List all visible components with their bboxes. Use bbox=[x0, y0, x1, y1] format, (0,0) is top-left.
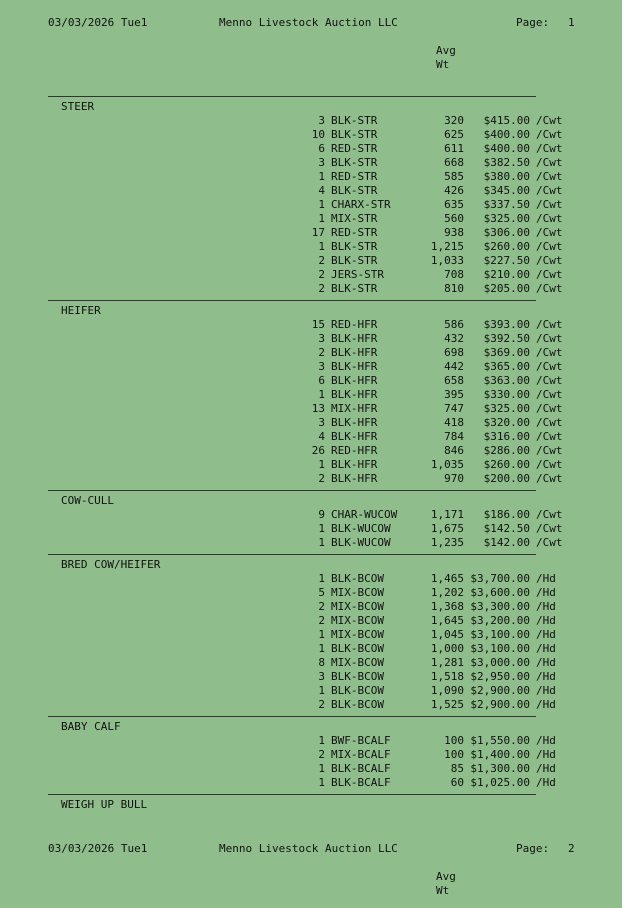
section-title: HEIFER bbox=[61, 304, 101, 317]
section-divider bbox=[48, 300, 536, 301]
price: $1,025.00 bbox=[470, 776, 530, 789]
description: BLK-STR bbox=[331, 114, 378, 127]
price-unit: /Cwt bbox=[536, 402, 563, 415]
section-title: BABY CALF bbox=[61, 720, 121, 733]
table-row bbox=[0, 776, 622, 790]
table-row bbox=[0, 614, 622, 628]
avg-weight: 100 bbox=[444, 734, 464, 747]
head-count: 1 bbox=[318, 388, 325, 401]
price-unit: /Cwt bbox=[536, 388, 563, 401]
avg-weight: 1,645 bbox=[430, 614, 464, 627]
price: $363.00 bbox=[483, 374, 530, 387]
head-count: 26 bbox=[311, 444, 325, 457]
price-unit: /Cwt bbox=[536, 416, 563, 429]
table-row bbox=[0, 628, 622, 642]
table-row bbox=[0, 670, 622, 684]
price: $365.00 bbox=[483, 360, 530, 373]
description: MIX-HFR bbox=[331, 402, 378, 415]
avg-weight: 1,000 bbox=[430, 642, 464, 655]
avg-weight: 1,525 bbox=[430, 698, 464, 711]
head-count: 1 bbox=[318, 734, 325, 747]
table-row bbox=[0, 128, 622, 142]
price-unit: /Hd bbox=[536, 670, 556, 683]
price-unit: /Cwt bbox=[536, 536, 563, 549]
table-row bbox=[0, 458, 622, 472]
table-row bbox=[0, 600, 622, 614]
table-row bbox=[0, 114, 622, 128]
avg-weight: 1,033 bbox=[430, 254, 464, 267]
avg-weight: 611 bbox=[444, 142, 464, 155]
avg-weight: 1,368 bbox=[430, 600, 464, 613]
head-count: 2 bbox=[318, 698, 325, 711]
head-count: 1 bbox=[318, 776, 325, 789]
description: MIX-BCALF bbox=[331, 748, 391, 761]
price: $320.00 bbox=[483, 416, 530, 429]
head-count: 3 bbox=[318, 114, 325, 127]
price: $306.00 bbox=[483, 226, 530, 239]
head-count: 9 bbox=[318, 508, 325, 521]
price-unit: /Hd bbox=[536, 776, 556, 789]
table-row bbox=[0, 734, 622, 748]
table-row bbox=[0, 762, 622, 776]
description: BLK-HFR bbox=[331, 458, 378, 471]
description: BLK-BCALF bbox=[331, 776, 391, 789]
page-number: 1 bbox=[568, 16, 575, 29]
head-count: 15 bbox=[311, 318, 325, 331]
table-row bbox=[0, 226, 622, 240]
price-unit: /Cwt bbox=[536, 332, 563, 345]
description: MIX-BCOW bbox=[331, 586, 384, 599]
section-title: WEIGH UP BULL bbox=[61, 798, 148, 811]
description: BLK-WUCOW bbox=[331, 536, 391, 549]
price: $337.50 bbox=[483, 198, 530, 211]
price-unit: /Cwt bbox=[536, 114, 563, 127]
table-row bbox=[0, 346, 622, 360]
price-unit: /Hd bbox=[536, 628, 556, 641]
table-row bbox=[0, 416, 622, 430]
price: $325.00 bbox=[483, 212, 530, 225]
price: $400.00 bbox=[483, 142, 530, 155]
description: MIX-BCOW bbox=[331, 614, 384, 627]
table-row bbox=[0, 698, 622, 712]
head-count: 2 bbox=[318, 748, 325, 761]
price: $205.00 bbox=[483, 282, 530, 295]
price-unit: /Cwt bbox=[536, 360, 563, 373]
head-count: 10 bbox=[311, 128, 325, 141]
avg-weight: 1,215 bbox=[430, 240, 464, 253]
avg-weight: 846 bbox=[444, 444, 464, 457]
price-unit: /Cwt bbox=[536, 268, 563, 281]
section-title: COW-CULL bbox=[61, 494, 114, 507]
table-row bbox=[0, 268, 622, 282]
avg-weight: 747 bbox=[444, 402, 464, 415]
description: BLK-STR bbox=[331, 128, 378, 141]
price: $286.00 bbox=[483, 444, 530, 457]
description: MIX-BCOW bbox=[331, 656, 384, 669]
avg-weight: 1,202 bbox=[430, 586, 464, 599]
avg-weight: 1,090 bbox=[430, 684, 464, 697]
description: BLK-HFR bbox=[331, 430, 378, 443]
description: JERS-STR bbox=[331, 268, 384, 281]
description: RED-STR bbox=[331, 170, 378, 183]
page-number-page2: 2 bbox=[568, 842, 575, 855]
price-unit: /Cwt bbox=[536, 318, 563, 331]
price: $3,600.00 bbox=[470, 586, 530, 599]
table-row bbox=[0, 388, 622, 402]
head-count: 1 bbox=[318, 522, 325, 535]
price: $330.00 bbox=[483, 388, 530, 401]
table-row bbox=[0, 282, 622, 296]
price-unit: /Cwt bbox=[536, 374, 563, 387]
head-count: 3 bbox=[318, 332, 325, 345]
description: BWF-BCALF bbox=[331, 734, 391, 747]
price: $210.00 bbox=[483, 268, 530, 281]
table-row bbox=[0, 430, 622, 444]
avg-weight: 1,035 bbox=[430, 458, 464, 471]
description: BLK-HFR bbox=[331, 374, 378, 387]
description: BLK-HFR bbox=[331, 346, 378, 359]
avg-weight: 635 bbox=[444, 198, 464, 211]
table-row bbox=[0, 642, 622, 656]
description: BLK-STR bbox=[331, 240, 378, 253]
avg-weight: 810 bbox=[444, 282, 464, 295]
avg-weight: 585 bbox=[444, 170, 464, 183]
head-count: 6 bbox=[318, 374, 325, 387]
avg-weight: 426 bbox=[444, 184, 464, 197]
head-count: 3 bbox=[318, 156, 325, 169]
avg-weight: 658 bbox=[444, 374, 464, 387]
price-unit: /Hd bbox=[536, 600, 556, 613]
price-unit: /Cwt bbox=[536, 254, 563, 267]
table-row bbox=[0, 572, 622, 586]
table-row bbox=[0, 748, 622, 762]
avg-weight: 560 bbox=[444, 212, 464, 225]
head-count: 1 bbox=[318, 212, 325, 225]
head-count: 1 bbox=[318, 458, 325, 471]
head-count: 17 bbox=[311, 226, 325, 239]
table-row bbox=[0, 170, 622, 184]
price-unit: /Hd bbox=[536, 698, 556, 711]
description: BLK-BCOW bbox=[331, 572, 384, 585]
table-row bbox=[0, 254, 622, 268]
head-count: 1 bbox=[318, 536, 325, 549]
column-header-avg: Avg bbox=[436, 44, 456, 57]
price-unit: /Cwt bbox=[536, 522, 563, 535]
description: BLK-WUCOW bbox=[331, 522, 391, 535]
price: $3,000.00 bbox=[470, 656, 530, 669]
price: $382.50 bbox=[483, 156, 530, 169]
avg-weight: 970 bbox=[444, 472, 464, 485]
description: CHAR-WUCOW bbox=[331, 508, 398, 521]
table-row bbox=[0, 198, 622, 212]
table-row bbox=[0, 656, 622, 670]
price: $3,100.00 bbox=[470, 628, 530, 641]
description: BLK-STR bbox=[331, 184, 378, 197]
avg-weight: 395 bbox=[444, 388, 464, 401]
head-count: 1 bbox=[318, 170, 325, 183]
price-unit: /Hd bbox=[536, 762, 556, 775]
price-unit: /Cwt bbox=[536, 444, 563, 457]
price: $186.00 bbox=[483, 508, 530, 521]
avg-weight: 1,281 bbox=[430, 656, 464, 669]
price-unit: /Cwt bbox=[536, 430, 563, 443]
price: $1,400.00 bbox=[470, 748, 530, 761]
price-unit: /Hd bbox=[536, 586, 556, 599]
description: BLK-BCOW bbox=[331, 698, 384, 711]
head-count: 1 bbox=[318, 684, 325, 697]
column-header-avg-page2: Avg bbox=[436, 870, 456, 883]
section-divider bbox=[48, 490, 536, 491]
description: RED-HFR bbox=[331, 444, 378, 457]
avg-weight: 1,171 bbox=[430, 508, 464, 521]
description: MIX-BCOW bbox=[331, 628, 384, 641]
avg-weight: 1,045 bbox=[430, 628, 464, 641]
company-name: Menno Livestock Auction LLC bbox=[219, 16, 398, 29]
price: $400.00 bbox=[483, 128, 530, 141]
price: $380.00 bbox=[483, 170, 530, 183]
price: $3,100.00 bbox=[470, 642, 530, 655]
price-unit: /Hd bbox=[536, 734, 556, 747]
description: BLK-STR bbox=[331, 282, 378, 295]
price: $2,900.00 bbox=[470, 698, 530, 711]
price-unit: /Cwt bbox=[536, 198, 563, 211]
price: $2,950.00 bbox=[470, 670, 530, 683]
head-count: 1 bbox=[318, 198, 325, 211]
table-row bbox=[0, 374, 622, 388]
description: MIX-STR bbox=[331, 212, 378, 225]
head-count: 8 bbox=[318, 656, 325, 669]
table-row bbox=[0, 156, 622, 170]
price: $415.00 bbox=[483, 114, 530, 127]
head-count: 2 bbox=[318, 614, 325, 627]
price-unit: /Hd bbox=[536, 572, 556, 585]
avg-weight: 60 bbox=[450, 776, 464, 789]
price: $142.50 bbox=[483, 522, 530, 535]
avg-weight: 698 bbox=[444, 346, 464, 359]
price: $3,700.00 bbox=[470, 572, 530, 585]
table-row bbox=[0, 184, 622, 198]
avg-weight: 320 bbox=[444, 114, 464, 127]
price: $325.00 bbox=[483, 402, 530, 415]
table-row bbox=[0, 142, 622, 156]
avg-weight: 418 bbox=[444, 416, 464, 429]
head-count: 3 bbox=[318, 670, 325, 683]
price: $3,200.00 bbox=[470, 614, 530, 627]
description: BLK-HFR bbox=[331, 472, 378, 485]
head-count: 1 bbox=[318, 240, 325, 253]
column-header-wt-page2: Wt bbox=[436, 884, 450, 897]
head-count: 2 bbox=[318, 268, 325, 281]
price: $1,550.00 bbox=[470, 734, 530, 747]
head-count: 1 bbox=[318, 762, 325, 775]
head-count: 2 bbox=[318, 254, 325, 267]
section-title: BRED COW/HEIFER bbox=[61, 558, 161, 571]
avg-weight: 938 bbox=[444, 226, 464, 239]
avg-weight: 442 bbox=[444, 360, 464, 373]
table-row bbox=[0, 586, 622, 600]
description: RED-STR bbox=[331, 226, 378, 239]
section-divider bbox=[48, 716, 536, 717]
avg-weight: 625 bbox=[444, 128, 464, 141]
price: $369.00 bbox=[483, 346, 530, 359]
head-count: 3 bbox=[318, 416, 325, 429]
price-unit: /Cwt bbox=[536, 346, 563, 359]
table-row bbox=[0, 402, 622, 416]
avg-weight: 100 bbox=[444, 748, 464, 761]
price-unit: /Hd bbox=[536, 656, 556, 669]
avg-weight: 668 bbox=[444, 156, 464, 169]
price: $227.50 bbox=[483, 254, 530, 267]
table-row bbox=[0, 536, 622, 550]
description: BLK-STR bbox=[331, 254, 378, 267]
column-header-wt: Wt bbox=[436, 58, 450, 71]
description: CHARX-STR bbox=[331, 198, 391, 211]
price-unit: /Cwt bbox=[536, 170, 563, 183]
page-label: Page: bbox=[516, 16, 550, 29]
description: RED-HFR bbox=[331, 318, 378, 331]
price-unit: /Cwt bbox=[536, 472, 563, 485]
avg-weight: 1,675 bbox=[430, 522, 464, 535]
price: $393.00 bbox=[483, 318, 530, 331]
table-row bbox=[0, 444, 622, 458]
section-divider bbox=[48, 96, 536, 97]
head-count: 4 bbox=[318, 430, 325, 443]
price-unit: /Hd bbox=[536, 642, 556, 655]
price-unit: /Cwt bbox=[536, 458, 563, 471]
price-unit: /Cwt bbox=[536, 226, 563, 239]
price-unit: /Hd bbox=[536, 684, 556, 697]
table-row bbox=[0, 212, 622, 226]
price: $316.00 bbox=[483, 430, 530, 443]
description: BLK-BCOW bbox=[331, 684, 384, 697]
price-unit: /Hd bbox=[536, 748, 556, 761]
section-title: STEER bbox=[61, 100, 95, 113]
price-unit: /Cwt bbox=[536, 212, 563, 225]
price-unit: /Cwt bbox=[536, 282, 563, 295]
price-unit: /Cwt bbox=[536, 128, 563, 141]
avg-weight: 708 bbox=[444, 268, 464, 281]
price: $260.00 bbox=[483, 240, 530, 253]
table-row bbox=[0, 472, 622, 486]
price-unit: /Cwt bbox=[536, 156, 563, 169]
description: BLK-BCOW bbox=[331, 642, 384, 655]
head-count: 2 bbox=[318, 346, 325, 359]
head-count: 2 bbox=[318, 472, 325, 485]
avg-weight: 1,518 bbox=[430, 670, 464, 683]
head-count: 2 bbox=[318, 282, 325, 295]
description: MIX-BCOW bbox=[331, 600, 384, 613]
table-row bbox=[0, 508, 622, 522]
avg-weight: 1,235 bbox=[430, 536, 464, 549]
description: BLK-STR bbox=[331, 156, 378, 169]
head-count: 4 bbox=[318, 184, 325, 197]
avg-weight: 432 bbox=[444, 332, 464, 345]
price: $260.00 bbox=[483, 458, 530, 471]
head-count: 2 bbox=[318, 600, 325, 613]
price-unit: /Cwt bbox=[536, 142, 563, 155]
head-count: 6 bbox=[318, 142, 325, 155]
head-count: 1 bbox=[318, 642, 325, 655]
description: BLK-HFR bbox=[331, 388, 378, 401]
price: $392.50 bbox=[483, 332, 530, 345]
table-row bbox=[0, 332, 622, 346]
report-date: 03/03/2026 Tue1 bbox=[48, 16, 148, 29]
table-row bbox=[0, 318, 622, 332]
price-unit: /Cwt bbox=[536, 508, 563, 521]
price: $142.00 bbox=[483, 536, 530, 549]
price: $1,300.00 bbox=[470, 762, 530, 775]
head-count: 13 bbox=[311, 402, 325, 415]
table-row bbox=[0, 522, 622, 536]
avg-weight: 1,465 bbox=[430, 572, 464, 585]
section-divider bbox=[48, 554, 536, 555]
price: $2,900.00 bbox=[470, 684, 530, 697]
price: $345.00 bbox=[483, 184, 530, 197]
description: BLK-HFR bbox=[331, 332, 378, 345]
table-row bbox=[0, 360, 622, 374]
head-count: 5 bbox=[318, 586, 325, 599]
description: BLK-HFR bbox=[331, 416, 378, 429]
price-unit: /Hd bbox=[536, 614, 556, 627]
table-row bbox=[0, 684, 622, 698]
avg-weight: 784 bbox=[444, 430, 464, 443]
company-name-page2: Menno Livestock Auction LLC bbox=[219, 842, 398, 855]
report-date-page2: 03/03/2026 Tue1 bbox=[48, 842, 148, 855]
avg-weight: 586 bbox=[444, 318, 464, 331]
section-divider bbox=[48, 794, 536, 795]
head-count: 1 bbox=[318, 572, 325, 585]
price: $200.00 bbox=[483, 472, 530, 485]
page-label-page2: Page: bbox=[516, 842, 550, 855]
description: BLK-BCOW bbox=[331, 670, 384, 683]
description: RED-STR bbox=[331, 142, 378, 155]
price-unit: /Cwt bbox=[536, 184, 563, 197]
head-count: 3 bbox=[318, 360, 325, 373]
price: $3,300.00 bbox=[470, 600, 530, 613]
avg-weight: 85 bbox=[450, 762, 464, 775]
table-row bbox=[0, 240, 622, 254]
price-unit: /Cwt bbox=[536, 240, 563, 253]
description: BLK-HFR bbox=[331, 360, 378, 373]
description: BLK-BCALF bbox=[331, 762, 391, 775]
head-count: 1 bbox=[318, 628, 325, 641]
